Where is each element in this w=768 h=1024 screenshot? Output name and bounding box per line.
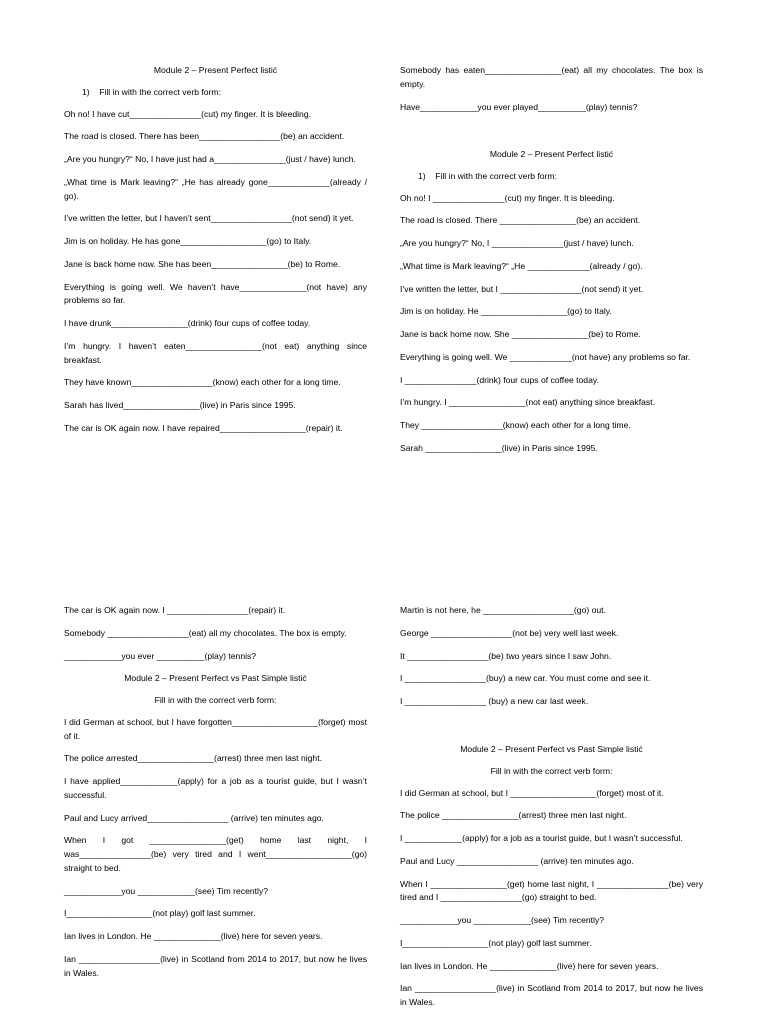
exercise-item: I’m hungry. I haven’t eaten________________(not eat) anything since breakfast. xyxy=(64,340,367,365)
exercise-list xyxy=(400,192,703,456)
exercise-list xyxy=(400,604,703,709)
exercise-item: Ian _________________(live) in Scotland from 2014 to 2017, but now he lives in Wales. xyxy=(64,953,367,978)
exercise-list xyxy=(400,64,703,114)
exercise-list xyxy=(400,787,703,1010)
exercise-item: I have drunk________________(drink) four cups of coffee today. xyxy=(64,318,311,328)
exercise-item: When I ________________(get) home last night, I _______________(be) very tired and I _________________(go) straight to bed. xyxy=(400,878,703,903)
exercise-item: ____________you ever __________(play) tennis? xyxy=(64,650,257,661)
exercise-item: Jane is back home now. She has been________________(be) to Rome. xyxy=(64,258,341,269)
worksheet-instruction: 1) Fill in with the correct verb form: xyxy=(418,170,557,181)
exercise-item: The road is closed. There has been_________________(be) an accident. xyxy=(64,131,345,142)
exercise-item: I__________________(not play) golf last summer. xyxy=(400,937,592,948)
exercise-item: I’m hungry. I ________________(not eat) anything since breakfast. xyxy=(400,397,655,408)
exercise-item: Oh no! I _______________(cut) my finger. It is bleeding. xyxy=(400,192,615,203)
exercise-item: It _________________(be) two years since I saw John. xyxy=(400,650,612,661)
exercise-item: I _______________(drink) four cups of coffee today. xyxy=(400,374,599,385)
worksheet-pp-vs-past-blank xyxy=(400,743,703,1019)
exercise-item: Jim is on holiday. He __________________(go) to Italy. xyxy=(400,306,612,317)
exercise-item: I did German at school, but I __________________(forget) most of it. xyxy=(400,787,664,798)
exercise-item: The road is closed. There ________________(be) an accident. xyxy=(400,215,641,226)
exercise-item: ____________you ____________(see) Tim recently? xyxy=(400,915,605,925)
exercise-item: Ian lives in London. He ______________(live) here for seven years. xyxy=(64,931,323,941)
exercise-list xyxy=(64,604,367,663)
exercise-item: Paul and Lucy arrived_________________ (arrive) ten minutes ago. xyxy=(64,812,324,823)
exercise-item: I ____________(apply) for a job as a tourist guide, but I wasn’t successful. xyxy=(400,833,683,843)
worksheet-title: Module 2 – Present Perfect vs Past Simple listić xyxy=(460,744,643,754)
exercise-list xyxy=(64,716,367,981)
exercise-item: They _________________(know) each other for a long time. xyxy=(400,420,631,430)
exercise-continuation-bottom-right xyxy=(400,604,703,718)
exercise-item: Jim is on holiday. He has gone__________________(go) to Italy. xyxy=(64,236,312,246)
worksheet-title: Module 2 – Present Perfect vs Past Simple listić xyxy=(124,673,307,684)
exercise-item: „What time is Mark leaving?“ „He has already gone_____________(already / go). xyxy=(64,176,367,201)
exercise-item: Ian _________________(live) in Scotland from 2014 to 2017, but now he lives in Wales. xyxy=(400,983,703,1007)
worksheet-title: Module 2 – Present Perfect listić xyxy=(489,149,614,159)
exercise-item: Everything is going well. We haven’t have______________(not have) any problems so far. xyxy=(64,281,367,306)
exercise-item: Somebody _________________(eat) all my chocolates. The box is empty. xyxy=(64,627,347,638)
exercise-item: Sarah ________________(live) in Paris since 1995. xyxy=(400,442,598,453)
exercise-item: Paul and Lucy _________________ (arrive) ten minutes ago. xyxy=(400,855,634,866)
worksheet-pp-vs-past-completed xyxy=(64,604,367,989)
exercise-item: When I got ________________(get) home last night, I was_______________(be) very tired and I went__________________(go) straight to bed. xyxy=(64,835,367,873)
worksheet-present-perfect-completed xyxy=(64,64,367,445)
exercise-item: I__________________(not play) golf last summer. xyxy=(64,908,256,919)
exercise-item: Somebody has eaten________________(eat) all my chocolates. The box is empty. xyxy=(400,65,703,89)
exercise-item: Ian lives in London. He ______________(live) here for seven years. xyxy=(400,960,659,971)
exercise-item: The police ________________(arrest) three men last night. xyxy=(400,810,627,821)
exercise-item: Martin is not here, he ___________________(go) out. xyxy=(400,605,606,615)
worksheet-instruction: Fill in with the correct verb form: xyxy=(490,765,613,776)
worksheet-title: Module 2 – Present Perfect listić xyxy=(153,65,278,75)
exercise-item: „Are you hungry?“ No, I _______________(just / have) lunch. xyxy=(400,238,634,248)
exercise-list xyxy=(64,108,367,436)
exercise-item: George _________________(not be) very well last week. xyxy=(400,627,619,638)
exercise-item: Everything is going well. We _____________(not have) any problems so far. xyxy=(400,351,691,362)
exercise-item: Sarah has lived________________(live) in Paris since 1995. xyxy=(64,400,296,410)
exercise-item: I’ve written the letter, but I haven’t sent_________________(not send) it yet. xyxy=(64,213,354,224)
worksheet-present-perfect-blank xyxy=(400,148,703,465)
exercise-item: ____________you ____________(see) Tim recently? xyxy=(64,885,269,896)
exercise-item: The police arrested________________(arrest) three men last night. xyxy=(64,753,322,764)
exercise-item: Oh no! I have cut_______________(cut) my finger. It is bleeding. xyxy=(64,108,311,119)
exercise-continuation-top-right xyxy=(400,64,703,123)
exercise-item: I _________________ (buy) a new car last week. xyxy=(400,696,589,706)
exercise-item: I have applied____________(apply) for a job as a tourist guide, but I wasn’t successful. xyxy=(64,776,367,800)
exercise-item: I did German at school, but I have forgotten__________________(forget) most of it. xyxy=(64,716,367,741)
exercise-item: I’ve written the letter, but I _________________(not send) it yet. xyxy=(400,283,644,294)
exercise-item: The car is OK again now. I _________________(repair) it. xyxy=(64,605,286,615)
exercise-item: I _________________(buy) a new car. You must come and see it. xyxy=(400,673,651,684)
exercise-item: „What time is Mark leaving?“ „He _____________(already / go). xyxy=(400,260,643,271)
worksheet-instruction: Fill in with the correct verb form: xyxy=(154,695,277,705)
exercise-item: „Are you hungry?“ No, I have just had a_______________(just / have) lunch. xyxy=(64,154,356,164)
exercise-item: Have____________you ever played__________(play) tennis? xyxy=(400,101,638,112)
exercise-item: They have known_________________(know) each other for a long time. xyxy=(64,377,341,388)
exercise-item: Jane is back home now. She ________________(be) to Rome. xyxy=(400,329,641,339)
exercise-item: The car is OK again now. I have repaired__________________(repair) it. xyxy=(64,422,343,433)
worksheet-instruction: 1) Fill in with the correct verb form: xyxy=(82,86,221,97)
